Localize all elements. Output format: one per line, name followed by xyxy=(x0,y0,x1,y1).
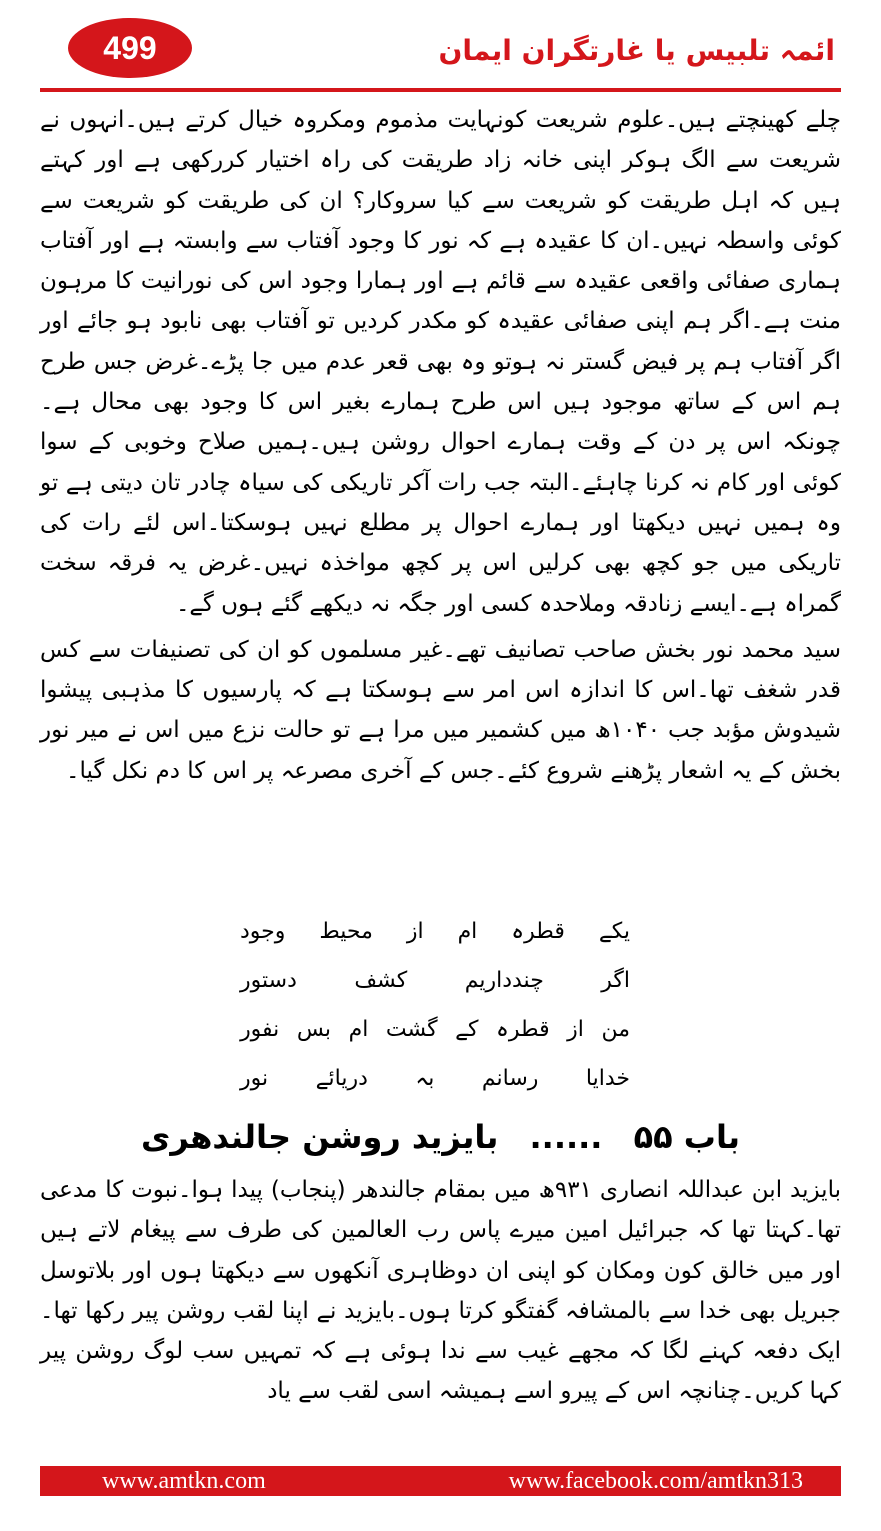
header-divider xyxy=(40,88,841,92)
poem-word: از xyxy=(567,1017,584,1042)
poem-word: ام xyxy=(457,919,478,944)
poem-word: گشت xyxy=(385,1017,438,1042)
poem-word: کشف xyxy=(354,968,408,993)
poem-word: اگر xyxy=(601,968,630,993)
poem-word: یکے xyxy=(598,919,630,944)
poem-word: نفور xyxy=(240,1017,280,1042)
poem-verse xyxy=(240,907,630,956)
poem-word: رسانم xyxy=(481,1066,539,1091)
facebook-link[interactable]: www.facebook.com/amtkn313 xyxy=(508,1467,803,1494)
chapter-text xyxy=(40,1170,841,1412)
poem xyxy=(240,907,630,1103)
poem-word: قطرہ xyxy=(511,919,565,944)
paragraph: چلے کھینچتے ہیں۔علوم شریعت کونہایت مذموم ومکروہ خیال کرتے ہیں۔انہوں نے شریعت سے الگ ہوکر اپنی خانہ زاد طریقت کی راہ اختیار کررکھی ہے اور کہتے ہیں کہ اہل طریقت کو شریعت سے کیا سروکار؟ ان کی طریقت کو شریعت سے کوئی واسطہ نہیں۔ان کا عقیدہ ہے کہ نور کا وجود آفتاب سے وابستہ ہے اور آفتاب ہماری صفائی واقعی عقیدہ سے قائم ہے اور ہمارا وجود اس کی نورانیت کا مرہون منت ہے۔اگر ہم اپنی صفائی عقیدہ کو مکدر کردیں تو آفتاب بھی نابود ہو جائے اور اگر آفتاب ہم پر فیض گستر نہ ہوتو وہ بھی قعر عدم میں جا پڑے۔غرض جس طرح ہم اس کے ساتھ موجود ہیں اس طرح ہمارے بغیر اس کا وجود بھی محال ہے۔چونکہ اس پر دن کے وقت ہمارے احوال روشن ہیں۔ہمیں صلاح وخوبی کے سوا کوئی اور کام نہ کرنا چاہئے۔البتہ جب رات آکر تاریکی کی سیاہ چادر تان دیتی ہے تو وہ ہمیں نہیں دیکھتا اور ہمارے احوال پر مطلع نہیں ہوسکتا۔اس لئے رات کی تاریکی میں جو کچھ بھی کرلیں اس پر کچھ مواخذہ نہیں۔غرض یہ فرقہ سخت گمراہ ہے۔ایسے زنادقہ وملاحدہ کسی اور جگہ نہ دیکھے گئے ہوں گے۔ xyxy=(40,107,841,617)
chapter-heading xyxy=(40,1112,841,1162)
poem-word: ام xyxy=(348,1017,369,1042)
poem-word: از xyxy=(406,919,424,944)
poem-word: قطرہ xyxy=(496,1017,550,1042)
page-footer xyxy=(40,1466,841,1496)
paragraph: سید محمد نور بخش صاحب تصانیف تھے۔غیر مسلموں کو ان کی تصنیفات سے کس قدر شغف تھا۔اس کا اندازہ اس امر سے ہوسکتا ہے کہ پارسیوں کا مذہبی پیشوا شیدوش مؤبد جب ۱۰۴۰ھ میں کشمیر میں مرا ہے تو حالت نزع میں اس نے میر نور بخش کے یہ اشعار پڑھنے شروع کئے۔جس کے آخری مصرعہ پر اس کا دم نکل گیا۔ xyxy=(40,636,841,784)
poem-word: من xyxy=(601,1017,630,1042)
poem-word: بہ xyxy=(415,1066,435,1091)
poem-verse xyxy=(240,956,630,1005)
chapter-dots: ...... xyxy=(529,1118,603,1156)
page-header xyxy=(40,12,841,92)
poem-verse xyxy=(240,1054,630,1103)
paragraph: بایزید ابن عبداللہ انصاری ۹۳۱ھ میں بمقام جالندھر (پنجاب) پیدا ہوا۔نبوت کا مدعی تھا۔کہتا تھا کہ جبرائیل امین میرے پاس رب العالمین کی طرف سے پیغام لاتے ہیں اور میں خالق کون ومکان کو اپنی ان دوظاہری آنکھوں سے دیکھتا ہوں اور بلاتوسل جبریل بھی خدا سے بالمشافہ گفتگو کرتا ہوں۔بایزید نے اپنا لقب روشن پیر رکھا تھا۔ایک دفعہ کہنے لگا کہ مجھے غیب سے ندا ہوئی ہے کہ تمہیں سب لوگ روشن پیر کہا کریں۔چنانچہ اس کے پیرو اسے ہمیشہ اسی لقب سے یاد xyxy=(40,1177,841,1405)
poem-word: دریائے xyxy=(315,1066,368,1091)
poem-word: کے xyxy=(455,1017,479,1042)
website-link[interactable]: www.amtkn.com xyxy=(102,1467,266,1494)
poem-word: بس xyxy=(296,1017,332,1042)
poem-word: وجود xyxy=(240,919,286,944)
main-text xyxy=(40,100,841,791)
page-number-badge: 499 xyxy=(68,18,192,78)
poem-word: دستور xyxy=(240,968,297,993)
poem-word: چندداریم xyxy=(464,968,544,993)
poem-word: خدایا xyxy=(585,1066,630,1091)
chapter-name: بایزید روشن جالندھری xyxy=(141,1118,499,1156)
book-title: ائمہ تلبیس یا غارتگران ایمان xyxy=(438,34,835,67)
poem-verse xyxy=(240,1005,630,1054)
poem-word: محیط xyxy=(319,919,373,944)
chapter-label: باب ۵۵ xyxy=(633,1118,740,1156)
poem-word: نور xyxy=(240,1066,269,1091)
